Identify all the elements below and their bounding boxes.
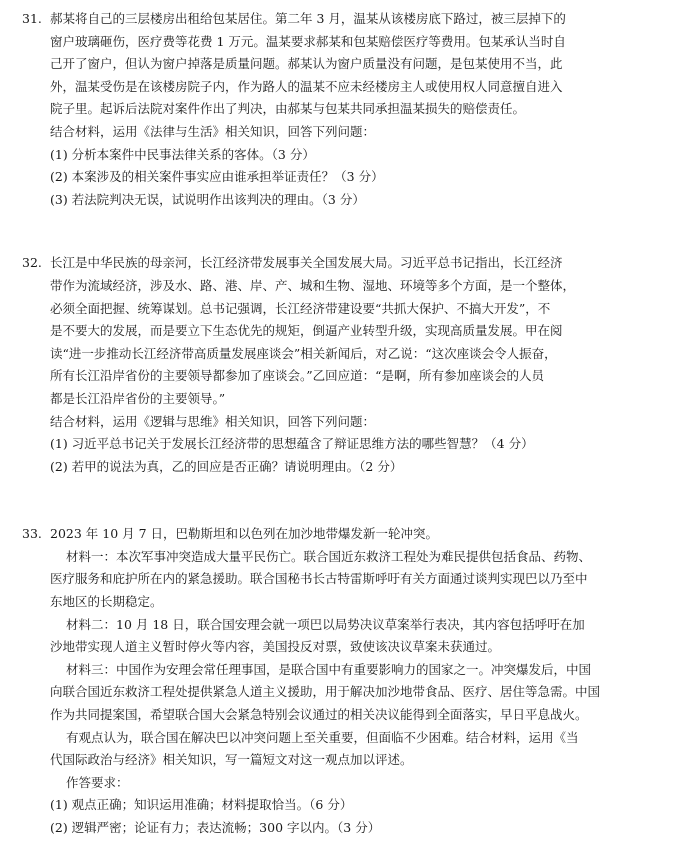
q33-material3-line-2: 向联合国近东救济工程处提供紧急人道主义援助，用于解决加沙地带食品、医疗、居住等急需。中国: [50, 684, 601, 700]
q31-sub-3: (3) 若法院判决无误，试说明作出该判决的理由。（3 分）: [50, 191, 365, 207]
q31-sub-2: (2) 本案涉及的相关案件事实应由谁承担举证责任？（3 分）: [50, 169, 384, 185]
q32-line-5: 读“进一步推动长江经济带高质量发展座谈会”相关新闻后，对乙说：“这次座谈会令人振奋，: [50, 345, 557, 361]
question-33: [22, 523, 666, 839]
q33-number: 33.: [22, 526, 42, 542]
q31-line-3: 己开了窗户，但认为窗户掉落是质量问题。郝某认为窗户质量没有问题，是包某使用不当，此: [50, 56, 563, 72]
q33-material2-line-2: 沙地带实现人道主义暂时停火等内容，美国投反对票，致使该决议草案未获通过。: [50, 639, 501, 655]
q32-instruction: 结合材料，运用《逻辑与思维》相关知识，回答下列问题：: [50, 413, 376, 429]
q32-line-1: 32. 长江是中华民族的母亲河，长江经济带发展事关全国发展大局。习近平总书记指出，长江经济: [22, 252, 666, 275]
q33-material3-line-3: 作为共同提案国，希望联合国大会紧急特别会议通过的相关决议能得到全面落实，早日平息战火。: [50, 707, 588, 723]
q33-requirement-2: (2) 逻辑严密；论证有力；表达流畅；300 字以内。（3 分）: [50, 820, 381, 835]
q32-line-7: 都是长江沿岸省份的主要领导。”: [50, 390, 226, 406]
question-32: [22, 252, 666, 478]
q33-material1-line-2: 医疗服务和庇护所在内的紧急援助。联合国秘书长古特雷斯呼吁有关方面通过谈判实现巴以乃至中: [50, 571, 588, 587]
q33-intro: 33. 2023 年 10 月 7 日，巴勒斯坦和以色列在加沙地带爆发新一轮冲突。: [22, 523, 666, 546]
question-31: [22, 8, 666, 211]
q31-line-1: 31. 郝某将自己的三层楼房出租给包某居住。第二年 3 月，温某从该楼房底下路过，被三层掉下的: [22, 8, 666, 31]
q31-instruction: 结合材料，运用《法律与生活》相关知识，回答下列问题：: [50, 123, 376, 139]
q33-material1-line-1: 材料一：本次军事冲突造成大量平民伤亡。联合国近东救济工程处为难民提供包括食品、药物、: [66, 548, 592, 564]
q32-line-2: 带作为流域经济，涉及水、路、港、岸、产、城和生物、湿地、环境等多个方面，是一个整体，: [50, 277, 576, 293]
q31-line-2: 窗户玻璃砸伤，医疗费等花费 1 万元。温某要求郝某和包某赔偿医疗等费用。包某承认当时自: [50, 33, 566, 49]
q32-sub-2: (2) 若甲的说法为真，乙的回应是否正确？请说明理由。（2 分）: [50, 458, 403, 474]
q33-material2-line-1: 材料二：10 月 18 日，联合国安理会就一项巴以局势决议草案举行表决，其内容包括呼吁在加: [66, 616, 585, 632]
q31-line-5: 院子里。起诉后法院对案件作出了判决，由郝某与包某共同承担温某损失的赔偿责任。: [50, 101, 526, 117]
q33-prompt-line-2: 代国际政治与经济》相关知识，写一篇短文对这一观点加以评述。: [50, 752, 413, 768]
q31-line-4: 外，温某受伤是在该楼房院子内，作为路人的温某不应未经楼房主人或使用权人同意擅自进入: [50, 78, 563, 94]
q33-material1-line-3: 东地区的长期稳定。: [50, 594, 163, 610]
q32-line-4: 是不要大的发展，而是要立下生态优先的规矩，倒逼产业转型升级，实现高质量发展。甲在阅: [50, 323, 563, 339]
q32-sub-1: (1) 习近平总书记关于发展长江经济带的思想蕴含了辩证思维方法的哪些智慧？（4 分）: [50, 436, 534, 452]
q33-requirement-1: (1) 观点正确；知识运用准确；材料提取恰当。（6 分）: [50, 797, 353, 813]
q32-line-6: 所有长江沿岸省份的主要领导都参加了座谈会。”乙回应道：“是啊，所有参加座谈会的人员: [50, 368, 545, 384]
q31-number: 31.: [22, 11, 42, 26]
q31-sub-1: (1) 分析本案件中民事法律关系的客体。（3 分）: [50, 146, 315, 162]
q33-requirements-label: 作答要求：: [66, 774, 129, 790]
q33-material3-line-1: 材料三：中国作为安理会常任理事国，是联合国中有重要影响力的国家之一。冲突爆发后，中国: [66, 661, 592, 677]
q32-number: 32.: [22, 255, 42, 271]
q33-prompt-line-1: 有观点认为，联合国在解决巴以冲突问题上至关重要，但面临不少困难。结合材料，运用《当: [66, 729, 579, 745]
q32-line-3: 必须全面把握、统筹谋划。总书记强调，长江经济带建设要“共抓大保护、不搞大开发”，不: [50, 300, 551, 316]
